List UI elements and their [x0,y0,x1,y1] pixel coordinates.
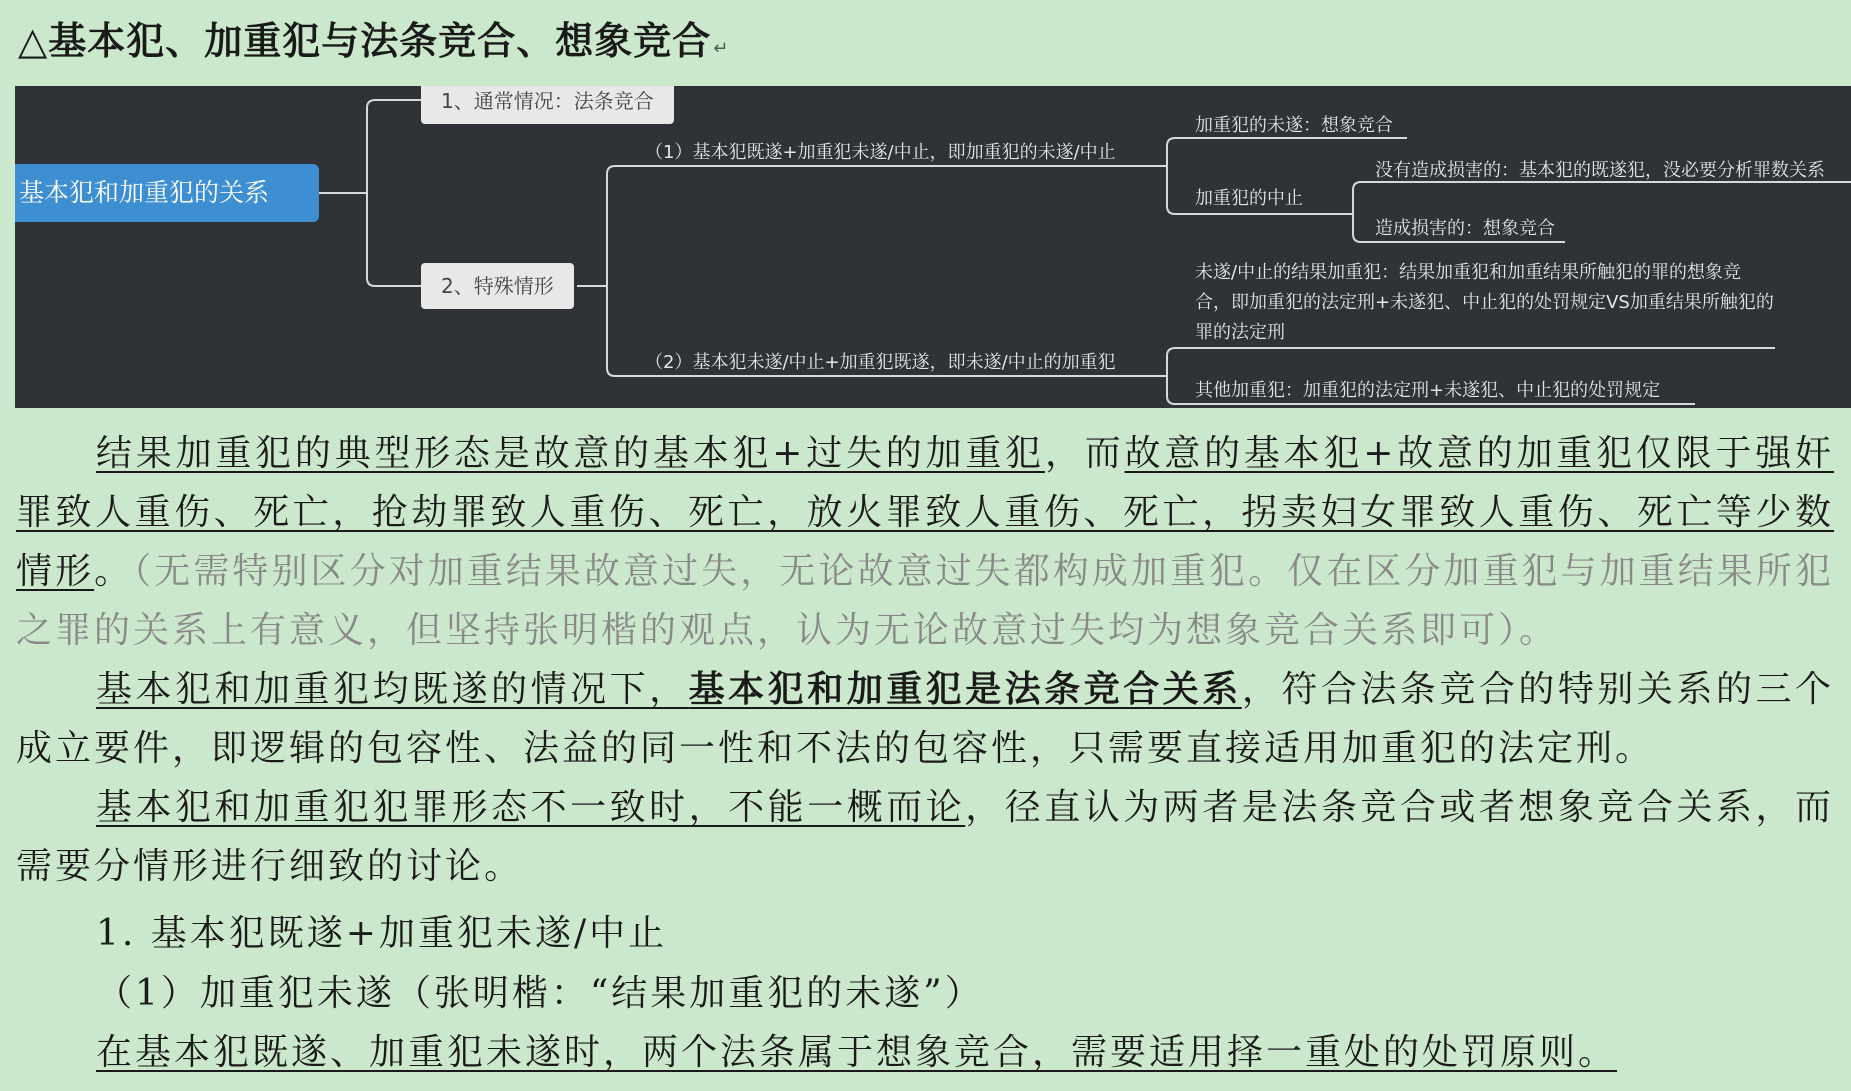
paragraph-inconsistent-forms [16,778,1834,896]
mind-map-result-aggravated: 未遂/中止的结果加重犯：结果加重犯和加重结果所触犯的罪的想象竞合，即加重犯的法定刑+未遂犯、中止犯的处罚规定VS加重结果所触犯的罪的法定刑 [1195,262,1774,343]
section-heading [18,10,729,65]
underlined-bold-text: 基本犯和加重犯是法条竞合关系 [688,668,1242,710]
underlined-text: 基本犯和加重犯犯罪形态不一致时，不能一概而论 [96,787,966,828]
plain-text: ，径直认为两者是法条竞合或者想象竞合关系，而需要分情形进行细致的讨论。 [16,787,1834,887]
mind-map-no-damage: 没有造成损害的：基本犯的既遂犯，没必要分析罪数关系 [1375,160,1825,181]
underlined-text: 故意的基本犯+故意的加重犯仅限于强奸罪致人重伤、死亡，抢劫罪致人重伤、死亡，放火罪致人重伤、死亡，拐卖妇女罪致人重伤、死亡等少数情形 [16,433,1834,592]
mind-map-root: 基本犯和加重犯的关系 [15,164,319,222]
paragraph-typical-form [16,424,1834,660]
list-item-1: 1. 基本犯既遂+加重犯未遂/中止 [96,913,668,954]
plain-text: ，而 [1044,433,1125,474]
paragraph-both-completed [16,660,1834,778]
mind-map-sub1: （1）基本犯既遂+加重犯未遂/中止，即加重犯的未遂/中止 [645,142,1116,163]
list-item-1-1: （1）加重犯未遂（张明楷：“结果加重犯的未遂”） [96,973,984,1014]
underlined-text: 结果加重犯的典型形态是故意的基本犯+过失的加重犯 [96,433,1045,474]
mind-map-discontinuance: 加重犯的中止 [1195,188,1303,209]
mind-map-sub2: （2）基本犯未遂/中止+加重犯既遂，即未遂/中止的加重犯 [645,352,1116,373]
mind-map-branch-special: 2、特殊情形 [421,263,574,309]
mind-map-attempt: 加重犯的未遂：想象竞合 [1195,115,1393,136]
underlined-text: 基本犯和加重犯均既遂的情况下， [96,669,689,710]
plain-text: 。 [94,551,134,592]
key-conclusion: 在基本犯既遂、加重犯未遂时，两个法条属于想象竞合，需要适用择一重处的处罚原则。 [96,1032,1618,1073]
paragraph-mark: ↵ [713,38,730,59]
mind-map-branch-normal: 1、通常情况：法条竞合 [421,86,674,124]
heading-text: △基本犯、加重犯与法条竞合、想象竞合 [18,19,712,63]
mind-map-other-aggravated: 其他加重犯：加重犯的法定刑+未遂犯、中止犯的处罚规定 [1195,380,1661,401]
plain-text: ，符合法条竞合的特别关系的三个成立要件，即逻辑的包容性、法益的同一性和不法的包容性，只需要直接适用加重犯的法定刑。 [16,669,1834,769]
mind-map-image [15,86,1851,408]
mind-map-damage: 造成损害的：想象竞合 [1375,218,1555,239]
grey-annotation: （无需特别区分对加重结果故意过失，无论故意过失都构成加重犯。仅在区分加重犯与加重结果所犯之罪的关系上有意义，但坚持张明楷的观点，认为无论故意过失均为想象竞合关系即可）。 [16,551,1834,651]
